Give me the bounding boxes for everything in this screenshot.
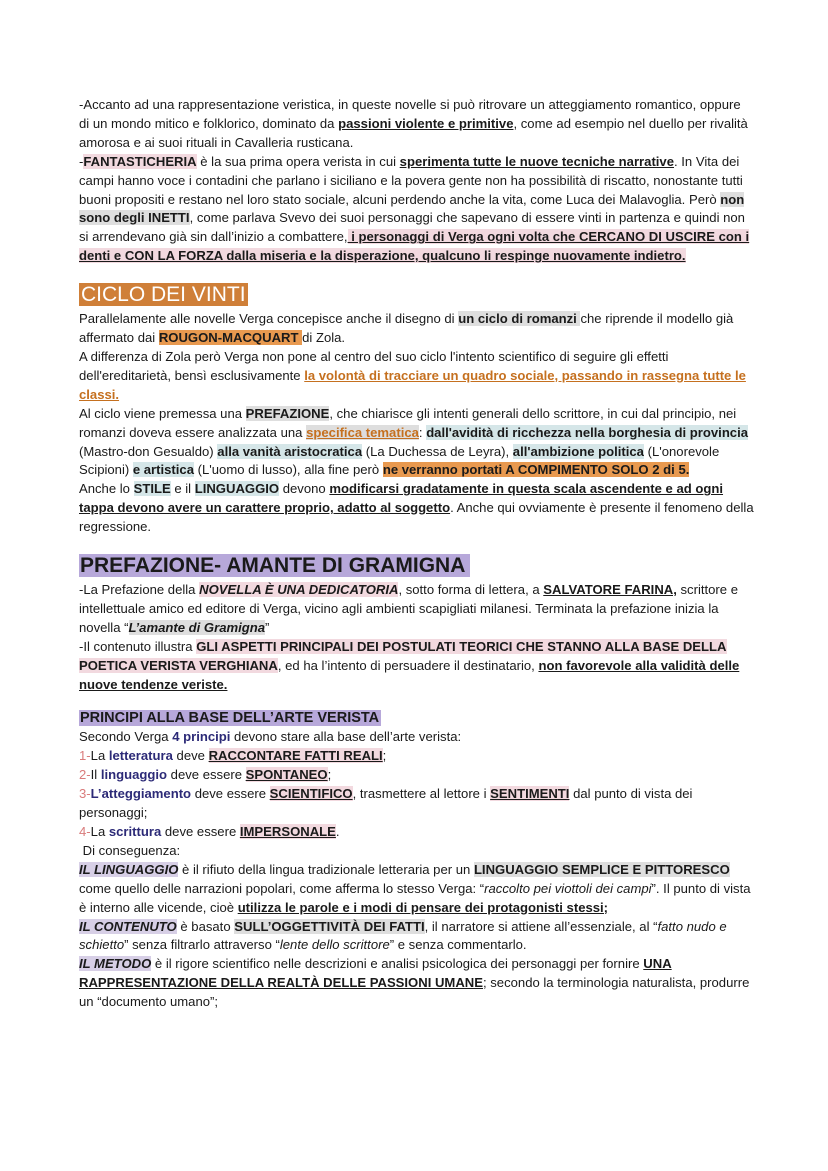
text: come quello delle narrazioni popolari, come afferma lo stesso Verga: “ [79,880,485,896]
para-stile-linguaggio [79,480,754,537]
text: scrittore e intellettuale amico ed editore di Verga, vicino agli ambienti scapigliati milanesi. Terminata la prefazione inizia la novella “ [79,582,738,635]
key-phrase: modificarsi gradatamente in questa scala ascendente e ad ogni tappa devono avere un carattere proprio, adatto al soggetto [79,481,724,516]
para-linguaggio [79,861,754,918]
highlight-term: all'ambizione politica [512,443,644,459]
item-number: 3- [79,786,91,802]
item-number: 2- [79,767,91,783]
para-conseguenza: Di conseguenza: [79,842,181,858]
text: ; [327,767,332,783]
text: è il rigore scientifico nelle descrizioni e analisi psicologica dei personaggi per fornire [151,956,644,972]
document-page [79,96,754,1012]
text: ” senza filtrarlo attraverso “ [124,937,280,953]
text: -Il contenuto illustra [79,638,197,654]
text: è il rifiuto della lingua tradizionale letteraria per un [178,861,474,877]
heading-text: PRINCIPI ALLA BASE DELL’ARTE VERISTA [80,710,380,727]
text: Anche lo [79,481,134,497]
text: ” [265,619,270,635]
item-number: 4- [79,824,91,839]
highlight-term: non sono degli INETTI [79,191,745,226]
highlight-term: IL LINGUAGGIO [79,861,179,877]
text: deve essere [161,824,240,839]
principle-term: scrittura [108,824,162,839]
text: deve [172,748,209,764]
para-metodo [79,955,754,1012]
para-romanticismo [79,96,754,153]
heading-principi [79,708,754,728]
principle-item-1 [79,747,754,766]
text: (L'onorevole Scipioni) [79,443,720,478]
quote: raccolto pei viottoli dei campi [484,880,652,896]
principle-key: IMPERSONALE [239,824,336,839]
principle-item-3 [79,785,754,823]
highlight-term: NOVELLA È UNA DEDICATORIA [199,582,399,598]
text: deve essere [191,786,270,802]
highlight-term: LINGUAGGIO SEMPLICE E PITTORESCO [473,861,730,877]
principle-term: letteratura [108,748,173,764]
text: -La Prefazione della [79,582,200,598]
principle-item-2 [79,766,754,785]
text: Secondo Verga [79,729,173,745]
key-phrase: la volontà di tracciare un quadro sociale, passando in rassegna tutte le classi. [79,367,746,402]
text: è la sua prima opera verista in cui [196,153,400,169]
highlight-term: ROUGON-MACQUART [158,330,303,346]
principle-item-4 [79,823,754,842]
highlight-term: IL CONTENUTO [79,918,177,934]
highlight-term: LINGUAGGIO [194,481,280,497]
highlight-term: e artistica [132,462,194,478]
text: ”. Il punto di vista è interno alle vicende, cioè [79,880,751,915]
text: devono [279,481,330,497]
text: A differenza di Zola però Verga non pone al centro del suo ciclo l'intento scientifico di seguire gli effetti dell'ereditarietà, bensì esclusivamente [79,348,669,383]
text: , ed ha l’intento di persuadere il destinatario, [277,657,539,673]
text: e il [170,481,195,497]
highlight-term: L’amante di Gramigna [128,619,266,635]
key-phrase: passioni violente e primitive [338,115,514,131]
highlight-phrase: GLI ASPETTI PRINCIPALI DEI POSTULATI TEORICI CHE STANNO ALLA BASE DELLA POETICA VERISTA VERGHIANA [79,638,727,673]
text: La [90,824,109,839]
text: Il [90,767,101,783]
highlight-term: alla vanità aristocratica [217,443,363,459]
text: , come parlava Svevo dei suoi personaggi che sapevano di essere vinti in partenza e quindi non si arrendevano già sin dall’inizio a combattere, [79,210,745,245]
highlight-term: IL METODO [79,956,152,972]
highlight-phrase: i personaggi di Verga ogni volta che CERCANO DI USCIRE con i denti e CON LA FORZA dalla miseria e la disperazione, qualcuno li respinge nuovamente indietro. [79,229,750,264]
text: è basato [176,918,235,934]
key-phrase: sperimenta tutte le nuove tecniche narrative [399,153,675,169]
heading-prefazione [79,551,754,581]
text: , trasmettere al lettore i [352,786,491,802]
highlight-term: PREFAZIONE [245,405,330,421]
text: . [335,824,340,839]
text: , che chiarisce gli intenti generali dello scrittore, in cui dal principio, nei romanzi doveva essere analizzata una [79,405,737,440]
quote: lente dello scrittore [279,937,390,953]
key-phrase: UNA RAPPRESENTAZIONE DELLA REALTÀ DELLE PASSIONI UMANE [79,956,672,991]
text: deve essere [167,767,246,783]
text: ” e senza commentarlo. [389,937,527,953]
para-fantasticheria [79,153,754,266]
text: (La Duchessa de Leyra), [362,443,513,459]
highlight-term: SULL’OGGETTIVITÀ DEI FATTI [234,918,425,934]
principle-key: SPONTANEO [245,767,328,783]
highlight-phrase: ne verranno portati A COMPIMENTO SOLO 2 di 5. [382,462,690,478]
text: ; [382,748,387,764]
key-phrase: specifica tematica [306,424,419,440]
text: , sotto forma di lettera, a [398,582,544,598]
principle-key: RACCONTARE FATTI REALI [208,748,383,764]
para-ciclo-romanzi [79,310,754,348]
highlight-term: FANTASTICHERIA [83,153,197,169]
quote: fatto nudo e schietto [79,918,727,953]
text: dal punto di vista dei personaggi; [79,786,693,821]
text: . Anche qui ovviamente è presente il fenomeno della regressione. [79,500,754,535]
text: Parallelamente alle novelle Verga concepisce anche il disegno di [79,311,459,327]
heading-text: CICLO DEI VINTI [81,283,246,307]
key-phrase: SALVATORE FARINA, [543,582,677,598]
text: , come ad esempio nel duello per rivalità amorosa e ai suoi rituali in Cavalleria rusticana. [79,115,748,150]
heading-ciclo-dei-vinti [79,280,754,310]
para-principi-intro [79,728,754,747]
text: (L'uomo di lusso), alla fine però [194,462,383,478]
principle-key: SENTIMENTI [490,786,570,802]
para-contenuto [79,638,754,695]
text: (Mastro-don Gesualdo) [79,443,218,459]
highlight-term: dall'avidità di ricchezza nella borghesia di provincia [426,424,749,440]
key-phrase: non favorevole alla validità delle nuove tendenze veriste. [79,657,740,692]
text: -Accanto ad una rappresentazione veristica, in queste novelle si può ritrovare un atteggiamento romantico, oppure di un mondo mitico e folklorico, dominato da [79,97,741,131]
para-prefazione-ciclo [79,405,754,481]
text: che riprende il modello già affermato dai [79,311,734,346]
para-contenuto-principio [79,918,754,956]
principle-term: L’atteggiamento [90,786,192,802]
para-differenza-zola [79,348,754,405]
text: ; secondo la terminologia naturalista, produrre un “documento umano”; [79,975,750,1010]
key-phrase: utilizza le parole e i modi di pensare dei protagonisti stessi; [237,899,609,915]
principle-key: SCIENTIFICO [269,786,353,802]
text: - [79,153,84,169]
highlight-term: STILE [133,481,171,497]
item-number: 1- [79,748,91,764]
text: devono stare alla base dell’arte verista: [230,729,462,745]
text: La [90,748,109,764]
text: . In Vita dei campi hanno voce i contadini che parlano i siciliano e la povera gente non ha possibilità di riscatto, nonostante tutti buoni propositi e restano nel loro stato sociale, alcuni perdendo anche la vita, come Luca dei Malavoglia. Però [79,153,743,207]
heading-text: PREFAZIONE- AMANTE DI GRAMIGNA [79,554,470,577]
highlight-term: 4 principi [172,729,231,745]
principle-term: linguaggio [100,767,168,783]
text: , il narratore si attiene all’essenziale, al “ [424,918,658,934]
para-dedicatoria [79,581,754,638]
highlight-term: un ciclo di romanzi [458,311,581,327]
text: Al ciclo viene premessa una [79,405,246,421]
text: : [418,424,427,440]
text: di Zola. [302,330,346,346]
